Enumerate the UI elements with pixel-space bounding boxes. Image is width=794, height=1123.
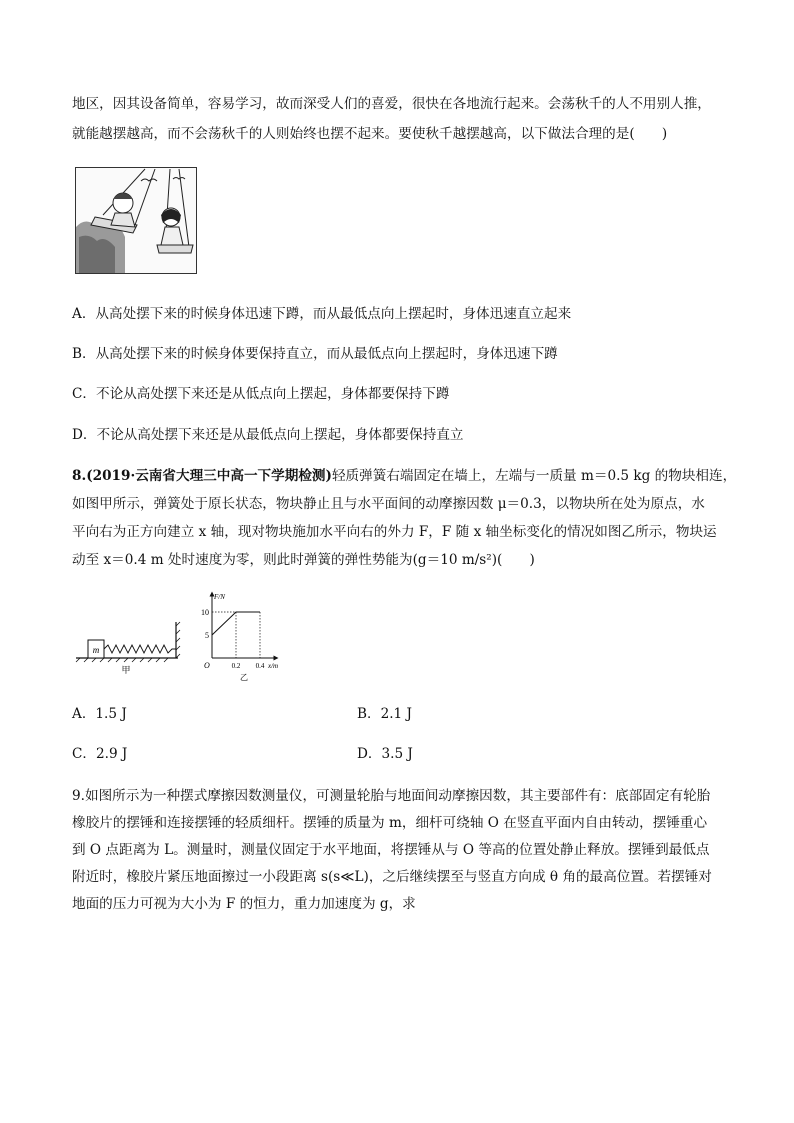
q8-option-c: C．2.9 J	[72, 746, 128, 762]
q8-number: 8.	[72, 468, 87, 484]
y-axis-label: F/N	[214, 593, 225, 601]
x-tick-label-0-4: 0.4	[255, 662, 265, 670]
q8-option-a: A．1.5 J	[72, 706, 127, 722]
q7-option-b: B．从高处摆下来的时候身体要保持直立，而从最低点向上摆起时，身体迅速下蹲	[72, 346, 558, 362]
origin-label: O	[204, 661, 210, 670]
q7-option-c: C．不论从高处摆下来还是从低点向上摆起，身体都要保持下蹲	[72, 386, 450, 402]
q8-source: (2019·云南省大理三中高一下学期检测)	[86, 468, 332, 484]
swing-illustration	[75, 167, 197, 274]
x-tick-label-0-2: 0.2	[231, 662, 241, 670]
figure-yi-caption: 乙	[240, 673, 248, 682]
x-axis-label: x/m	[268, 662, 279, 670]
q7-option-a: A．从高处摆下来的时候身体迅速下蹲，而从最低点向上摆起时，身体迅速直立起来	[72, 306, 572, 322]
q8-line-4: 动至 x＝0.4 m 处时速度为零，则此时弹簧的弹性势能为(g＝10 m/s²)( )	[72, 552, 535, 568]
figure-jia	[74, 618, 184, 678]
q8-line-2: 如图甲所示，弹簧处于原长状态，物块静止且与水平面间的动摩擦因数 μ＝0.3，以物块所在处为原点，水	[72, 496, 705, 512]
q7-option-d: D．不论从高处摆下来还是从最低点向上摆起，身体都要保持直立	[72, 427, 464, 443]
q8-line-1-rest: 轻质弹簧右端固定在墙上，左端与一质量 m＝0.5 kg 的物块相连，	[331, 468, 737, 484]
q7-text-line-2: 就能越摆越高，而不会荡秋千的人则始终也摆不起来。要使秋千越摆越高，以下做法合理的是( )	[72, 126, 668, 142]
figure-yi-chart	[196, 590, 292, 682]
q9-line-4: 附近时，橡胶片紧压地面擦过一小段距离 s(s≪L)，之后继续摆至与竖直方向成 θ 角的最高位置。若摆锤对	[72, 869, 712, 885]
q8-option-b: B．2.1 J	[357, 706, 412, 722]
y-tick-label-5: 5	[205, 631, 209, 640]
q9-line-5: 地面的压力可视为大小为 F 的恒力，重力加速度为 g，求	[72, 896, 416, 912]
y-tick-label-10: 10	[201, 608, 209, 617]
q8-line-1	[72, 465, 736, 487]
q9-line-2: 橡胶片的摆锤和连接摆锤的轻质细杆。摆锤的质量为 m，细杆可绕轴 O 在竖直平面内自由转动，摆锤重心	[72, 815, 708, 831]
q8-line-3: 平向右为正方向建立 x 轴，现对物块施加水平向右的外力 F，F 随 x 轴坐标变化的情况如图乙所示，物块运	[72, 524, 717, 540]
q9-line-3: 到 O 点距离为 L。测量时，测量仪固定于水平地面，将摆锤从与 O 等高的位置处静止释放。摆锤到最低点	[72, 842, 710, 858]
figure-jia-caption: 甲	[121, 665, 131, 675]
block-label: m	[92, 645, 100, 655]
q7-text-line-1: 地区，因其设备简单，容易学习，故而深受人们的喜爱，很快在各地流行起来。会荡秋千的人不用别人推，	[72, 96, 711, 112]
q8-option-d: D．3.5 J	[357, 746, 413, 762]
q9-line-1: 9.如图所示为一种摆式摩擦因数测量仪，可测量轮胎与地面间动摩擦因数，其主要部件有：底部固定有轮胎	[72, 788, 711, 804]
